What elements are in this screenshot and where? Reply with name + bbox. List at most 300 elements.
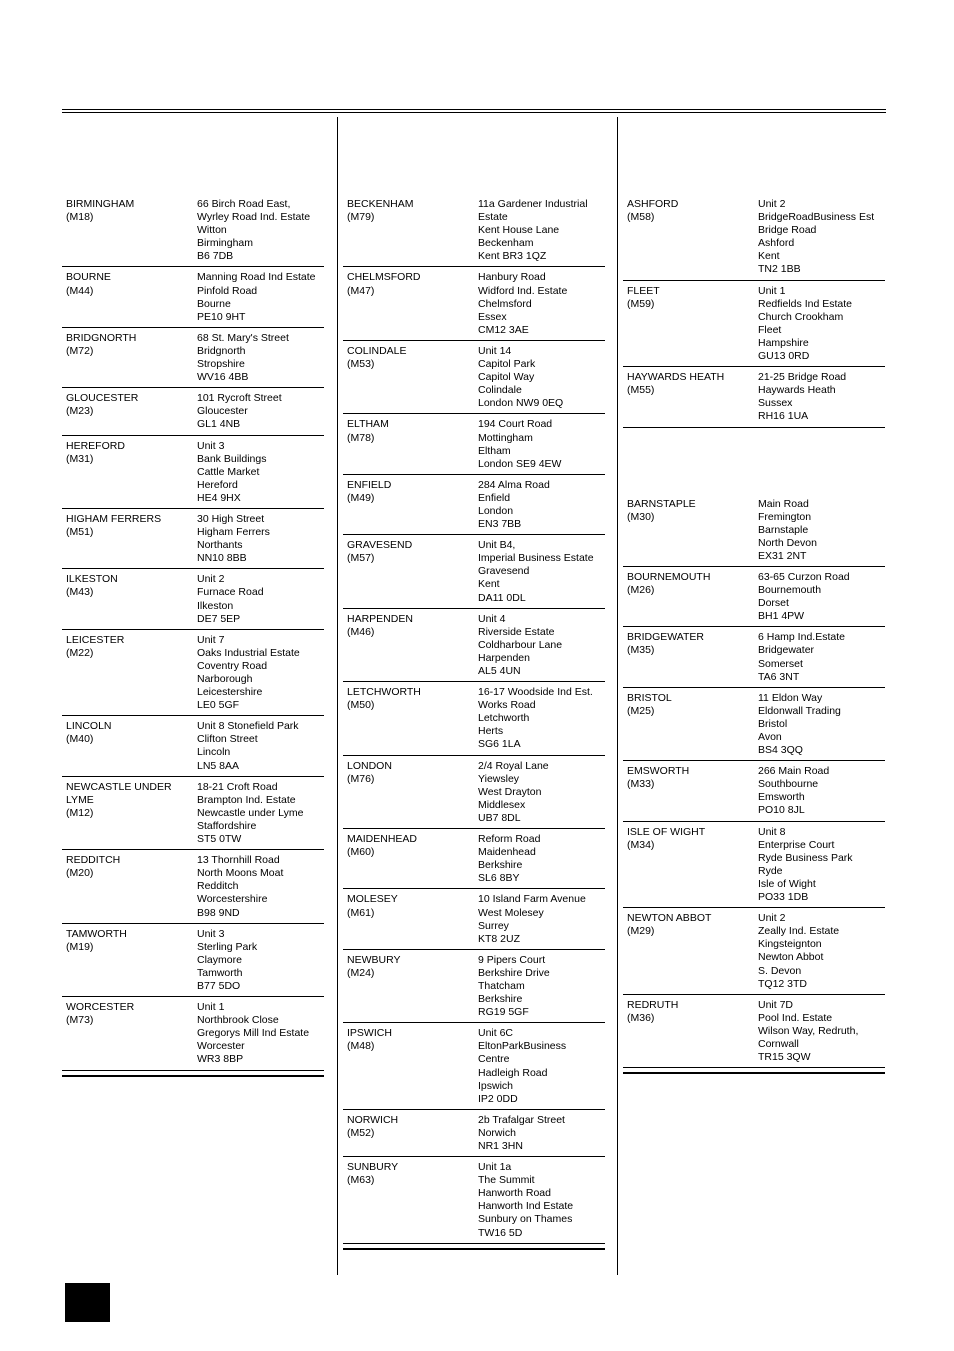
address-line: 11a Gardener Industrial	[478, 198, 588, 210]
address-line: Bridge Road	[758, 224, 817, 237]
branch-name	[66, 1000, 197, 1066]
branch-code: (M61)	[347, 906, 375, 919]
address-line: 6 Hamp Ind.Estate	[758, 631, 845, 644]
address-line: BridgeRoadBusiness Est	[758, 211, 875, 224]
branch-code: (M46)	[347, 625, 375, 638]
branch-entry	[623, 569, 885, 627]
branch-entry	[343, 416, 605, 474]
branch-address	[758, 284, 885, 364]
branch-address	[758, 764, 885, 817]
branch-address	[197, 633, 324, 713]
address-line: Claymore	[197, 953, 242, 966]
address-line: Estate	[478, 211, 508, 224]
address-line: Surrey	[478, 919, 509, 932]
branch-address	[478, 344, 605, 410]
branch-code: (M31)	[66, 452, 94, 465]
branch-town: BOURNEMOUTH	[627, 570, 711, 583]
address-line: EltonParkBusiness	[478, 1040, 567, 1053]
address-line: Sterling Park	[197, 940, 258, 953]
address-line: Unit 1	[758, 284, 786, 297]
branch-name	[347, 344, 478, 410]
branch-entry	[62, 718, 324, 776]
branch-address	[478, 612, 605, 678]
address-line: Wilson Way, Redruth,	[758, 1024, 859, 1037]
address-line: Northbrook Close	[197, 1014, 279, 1027]
branch-entry	[62, 926, 324, 997]
address-line: 101 Rycroft Street	[197, 392, 282, 405]
address-line: Pinfold Road	[197, 284, 258, 297]
address-line: Stropshire	[197, 358, 245, 371]
address-line: Hereford	[197, 478, 238, 491]
address-line: Enfield	[478, 491, 511, 504]
address-line: B98 9ND	[197, 906, 240, 919]
address-line: Capitol Park	[478, 358, 536, 371]
address-line: Isle of Wight	[758, 877, 816, 890]
branch-address	[478, 478, 605, 531]
branch-column-1	[62, 196, 324, 1077]
branch-town: HIGHAM FERRERS	[66, 512, 162, 525]
address-line: Middlesex	[478, 798, 526, 811]
address-line: Cattle Market	[197, 465, 260, 478]
branch-name	[347, 1026, 478, 1106]
address-line: Church Crookham	[758, 310, 844, 323]
branch-code: (M59)	[627, 297, 655, 310]
address-line: Kent BR3 1QZ	[478, 250, 547, 263]
address-line: Haywards Heath	[758, 384, 836, 397]
address-line: Hadleigh Road	[478, 1066, 548, 1079]
address-line: Hanworth Road	[478, 1187, 551, 1200]
branch-name	[627, 998, 758, 1064]
address-line: Fleet	[758, 323, 782, 336]
branch-entry	[343, 269, 605, 340]
branch-name	[66, 512, 197, 565]
address-line: PE10 9HT	[197, 310, 246, 323]
branch-code: (M53)	[347, 358, 375, 371]
branch-address	[478, 892, 605, 945]
branch-town: BRISTOL	[627, 691, 672, 704]
branch-address	[197, 197, 324, 263]
address-line: Sunbury on Thames	[478, 1213, 573, 1226]
address-line: Emsworth	[758, 791, 805, 804]
address-line: Beckenham	[478, 237, 534, 250]
address-line: Furnace Road	[197, 586, 264, 599]
branch-code: (M47)	[347, 284, 375, 297]
branch-town: NEWTON ABBOT	[627, 912, 712, 925]
address-line: Gravesend	[478, 565, 530, 578]
address-line: Redfields Ind Estate	[758, 297, 852, 310]
header-rule-inner	[62, 112, 886, 113]
branch-town: SUNBURY	[347, 1161, 399, 1174]
address-line: London NW9 0EQ	[478, 397, 564, 410]
branch-code: (M72)	[66, 344, 94, 357]
branch-entry	[343, 1159, 605, 1243]
address-line: Hanbury Road	[478, 271, 546, 284]
address-line: 2/4 Royal Lane	[478, 759, 549, 772]
branch-address	[478, 1026, 605, 1106]
header-rule	[62, 109, 886, 110]
branch-entry	[343, 611, 605, 682]
branch-town: BIRMINGHAM	[66, 198, 135, 210]
address-line: UB7 8DL	[478, 811, 521, 824]
address-line: Berkshire	[478, 859, 523, 872]
branch-address	[758, 911, 885, 991]
address-line: LE0 5GF	[197, 699, 240, 712]
branch-address	[478, 1113, 605, 1153]
address-line: IP2 0DD	[478, 1092, 518, 1105]
address-line: 2b Trafalgar Street	[478, 1113, 565, 1126]
branch-address	[478, 538, 605, 604]
branch-address	[758, 370, 885, 423]
branch-town: LINCOLN	[66, 720, 112, 733]
branch-address	[478, 953, 605, 1019]
address-line: GU13 0RD	[758, 350, 810, 363]
address-line: Pool Ind. Estate	[758, 1011, 833, 1024]
address-line: Imperial Business Estate	[478, 552, 594, 565]
address-line: Sussex	[758, 397, 793, 410]
address-line: Cornwall	[758, 1037, 799, 1050]
branch-name	[627, 497, 758, 563]
branch-code: (M58)	[627, 211, 655, 224]
address-line: PO33 1DB	[758, 891, 809, 904]
address-line: Herts	[478, 725, 504, 738]
branch-entry	[343, 343, 605, 414]
branch-entry	[62, 999, 324, 1069]
branch-address	[758, 691, 885, 757]
address-line: 13 Thornhill Road	[197, 854, 280, 867]
address-line: Letchworth	[478, 712, 530, 725]
address-line: S. Devon	[758, 964, 802, 977]
branch-code: (M23)	[66, 405, 94, 418]
address-line: Unit 1a	[478, 1161, 512, 1174]
branch-town: BOURNE	[66, 271, 111, 284]
address-line: Unit 2	[758, 912, 786, 925]
branch-code: (M25)	[627, 704, 655, 717]
branch-name	[66, 439, 197, 505]
branch-town: GLOUCESTER	[66, 392, 139, 405]
branch-code: (M12)	[66, 806, 94, 819]
address-line: Eltham	[478, 444, 511, 457]
address-line: Unit B4,	[478, 539, 516, 552]
branch-town: HARPENDEN	[347, 612, 413, 625]
branch-code: (M33)	[627, 778, 655, 791]
branch-town: FLEET	[627, 284, 660, 297]
address-line: TA6 3NT	[758, 670, 800, 683]
branch-town: NORWICH	[347, 1113, 399, 1126]
address-line: Unit 2	[758, 198, 786, 210]
branch-entry	[623, 283, 885, 368]
address-line: Unit 2	[197, 573, 225, 586]
address-line: Yiewsley	[478, 772, 520, 785]
branch-code: (M36)	[627, 1011, 655, 1024]
address-line: Dorset	[758, 597, 789, 610]
branch-code: (M52)	[347, 1126, 375, 1139]
branch-name	[66, 633, 197, 713]
branch-entry	[623, 997, 885, 1067]
address-line: TN2 1BB	[758, 263, 801, 276]
address-line: 16-17 Woodside Ind Est.	[478, 686, 593, 699]
address-line: Unit 8	[758, 825, 786, 838]
branch-name	[627, 370, 758, 423]
branch-address	[197, 439, 324, 505]
branch-address	[758, 497, 885, 563]
branch-entry	[343, 758, 605, 829]
branch-name	[347, 417, 478, 470]
address-line: 284 Alma Road	[478, 478, 550, 491]
branch-name	[66, 391, 197, 431]
branch-address	[197, 1000, 324, 1066]
address-line: RH16 1UA	[758, 410, 809, 423]
branch-town: NEWCASTLE UNDER	[66, 780, 172, 793]
branch-town: CHELMSFORD	[347, 271, 421, 284]
branch-code: (M18)	[66, 211, 94, 224]
address-line: Leicestershire	[197, 686, 263, 699]
branch-entry	[62, 196, 324, 267]
branch-code: (M43)	[66, 586, 94, 599]
branch-code: (M50)	[347, 699, 375, 712]
address-line: Gregorys Mill Ind Estate	[197, 1027, 310, 1040]
address-line: DE7 5EP	[197, 612, 241, 625]
branch-town: EMSWORTH	[627, 765, 690, 778]
address-line: HE4 9HX	[197, 491, 241, 504]
address-line: 21-25 Bridge Road	[758, 371, 847, 384]
address-line: Southbourne	[758, 778, 819, 791]
branch-name	[627, 284, 758, 364]
address-line: Bristol	[758, 717, 788, 730]
branch-address	[478, 197, 605, 263]
address-line: London SE9 4EW	[478, 457, 562, 470]
branch-code: (M57)	[347, 552, 375, 565]
address-line: EX31 2NT	[758, 549, 807, 562]
address-line: Kent	[478, 578, 500, 591]
branch-town: ILKESTON	[66, 573, 118, 586]
branch-address	[758, 570, 885, 623]
branch-town: IPSWICH	[347, 1027, 392, 1040]
address-line: Capitol Way	[478, 371, 535, 384]
address-line: Thatcham	[478, 979, 525, 992]
address-line: B6 7DB	[197, 250, 234, 263]
branch-entry	[343, 196, 605, 267]
address-line: GL1 4NB	[197, 418, 241, 431]
branch-code: (M48)	[347, 1040, 375, 1053]
branch-town: ISLE OF WIGHT	[627, 825, 706, 838]
branch-name	[347, 832, 478, 885]
branch-town: COLINDALE	[347, 344, 407, 357]
branch-address	[758, 630, 885, 683]
address-line: Manning Road Ind Estate	[197, 271, 316, 284]
column-end-rule	[62, 1070, 324, 1077]
branch-name	[627, 197, 758, 277]
address-line: Coldharbour Lane	[478, 638, 563, 651]
branch-name	[66, 780, 197, 846]
address-line: TQ12 3TD	[758, 977, 808, 990]
branch-address	[197, 719, 324, 772]
address-line: Maidenhead	[478, 846, 536, 859]
branch-address	[197, 391, 324, 431]
address-line: ST5 0TW	[197, 833, 242, 846]
address-line: BH1 4PW	[758, 610, 805, 623]
branch-code: (M76)	[347, 772, 375, 785]
branch-entry	[623, 369, 885, 427]
branch-town: GRAVESEND	[347, 539, 413, 552]
branch-entry	[62, 571, 324, 629]
branch-address	[758, 998, 885, 1064]
branch-address	[197, 331, 324, 384]
branch-address	[478, 685, 605, 751]
address-line: Ryde Business Park	[758, 851, 853, 864]
address-line: Hanworth Ind Estate	[478, 1200, 574, 1213]
branch-town: MOLESEY	[347, 893, 398, 906]
branch-town: REDDITCH	[66, 854, 121, 867]
branch-address	[478, 759, 605, 825]
branch-code: (M63)	[347, 1174, 375, 1187]
address-line: Norwich	[478, 1126, 516, 1139]
branch-town: WORCESTER	[66, 1001, 135, 1014]
address-line: Unit 6C	[478, 1027, 514, 1040]
address-line: Main Road	[758, 497, 809, 510]
branch-code: (M30)	[627, 510, 655, 523]
address-line: TW16 5D	[478, 1226, 523, 1239]
branch-code: (M49)	[347, 491, 375, 504]
address-line: Higham Ferrers	[197, 526, 270, 539]
address-line: Witton	[197, 224, 227, 237]
address-line: Works Road	[478, 699, 536, 712]
branch-town: LETCHWORTH	[347, 686, 421, 699]
branch-name	[347, 953, 478, 1019]
address-line: 194 Court Road	[478, 418, 553, 431]
address-line: Kent	[758, 250, 780, 263]
address-line: 10 Island Farm Avenue	[478, 893, 586, 906]
branch-entry	[343, 1025, 605, 1110]
branch-address	[197, 853, 324, 919]
branch-entry	[62, 511, 324, 569]
address-line: 9 Pipers Court	[478, 953, 546, 966]
address-line: B77 5DO	[197, 979, 241, 992]
branch-town: TAMWORTH	[66, 927, 127, 940]
branch-town: BRIDGNORTH	[66, 331, 137, 344]
branch-entry	[343, 477, 605, 535]
address-line: Fremington	[758, 510, 812, 523]
branch-entry	[623, 496, 885, 567]
address-line: Eldonwall Trading	[758, 704, 841, 717]
address-line: 66 Birch Road East,	[197, 198, 291, 210]
branch-address	[197, 927, 324, 993]
address-line: 30 High Street	[197, 512, 265, 525]
branch-address	[758, 197, 885, 277]
branch-entry	[623, 629, 885, 687]
branch-code: (M19)	[66, 940, 94, 953]
page-number-box	[65, 1283, 110, 1322]
branch-name	[627, 630, 758, 683]
address-line: 18-21 Croft Road	[197, 780, 278, 793]
address-line: DA11 0DL	[478, 591, 526, 604]
address-line: Harpenden	[478, 651, 530, 664]
address-line: Unit 3	[197, 927, 225, 940]
branch-entry	[623, 196, 885, 281]
branch-code: (M79)	[347, 211, 375, 224]
address-line: Bournemouth	[758, 584, 822, 597]
branch-entry	[623, 763, 885, 821]
branch-code: (M20)	[66, 867, 94, 880]
address-line: CM12 3AE	[478, 323, 529, 336]
branch-name	[627, 570, 758, 623]
address-line: TR15 3QW	[758, 1051, 811, 1064]
address-line: Wyrley Road Ind. Estate	[197, 211, 311, 224]
branch-entry	[623, 824, 885, 909]
address-line: Colindale	[478, 384, 522, 397]
address-line: EN3 7BB	[478, 518, 522, 531]
branch-entry	[62, 852, 324, 923]
address-line: Chelmsford	[478, 297, 532, 310]
address-line: Essex	[478, 310, 507, 323]
branch-name	[347, 197, 478, 263]
branch-town: REDRUTH	[627, 998, 679, 1011]
address-line: Bridgnorth	[197, 344, 246, 357]
branch-column-3	[623, 196, 885, 1074]
address-line: Oaks Industrial Estate	[197, 646, 300, 659]
branch-town: ELTHAM	[347, 418, 389, 431]
branch-entry	[343, 952, 605, 1023]
address-line: Narborough	[197, 673, 253, 685]
address-line: Widford Ind. Estate	[478, 284, 568, 297]
address-line: RG19 5GF	[478, 1006, 529, 1019]
address-line: Gloucester	[197, 405, 248, 418]
branch-code: (M78)	[347, 431, 375, 444]
address-line: Avon	[758, 731, 782, 743]
address-line: SG6 1LA	[478, 738, 521, 751]
address-line: Enterprise Court	[758, 838, 835, 851]
branch-name	[66, 719, 197, 772]
branch-address	[478, 270, 605, 336]
address-line: 68 St. Mary's Street	[197, 331, 289, 344]
branch-name	[66, 853, 197, 919]
address-line: Unit 3	[197, 439, 225, 452]
branch-code: (M51)	[66, 526, 94, 539]
branch-address	[197, 572, 324, 625]
address-line: West Drayton	[478, 785, 542, 798]
branch-name	[627, 911, 758, 991]
branch-entry	[62, 438, 324, 509]
branch-address	[478, 1160, 605, 1240]
address-line: LN5 8AA	[197, 759, 240, 772]
address-line: Unit 1	[197, 1001, 225, 1014]
branch-name	[66, 572, 197, 625]
branch-entry	[343, 1112, 605, 1157]
address-line: Staffordshire	[197, 819, 257, 832]
branch-entry	[62, 632, 324, 717]
address-line: Unit 7	[197, 633, 225, 646]
branch-address	[478, 417, 605, 470]
branch-code: (M55)	[627, 384, 655, 397]
branch-code: (M40)	[66, 733, 94, 746]
branch-town: HAYWARDS HEATH	[627, 371, 725, 384]
address-line: Birmingham	[197, 237, 254, 250]
branch-code: (M73)	[66, 1014, 94, 1027]
branch-code: (M34)	[627, 838, 655, 851]
address-line: Berkshire	[478, 993, 523, 1006]
branch-entry	[623, 910, 885, 995]
address-line: North Devon	[758, 536, 817, 549]
address-line: Riverside Estate	[478, 625, 555, 638]
address-line: Coventry Road	[197, 659, 268, 672]
address-line: Newton Abbot	[758, 951, 824, 964]
address-line: Ilkeston	[197, 599, 234, 612]
branch-address	[197, 270, 324, 323]
address-line: Bourne	[197, 297, 231, 310]
branch-code: (M26)	[627, 584, 655, 597]
address-line: North Moons Moat	[197, 867, 284, 880]
address-line: SL6 8BY	[478, 872, 520, 885]
address-line: Redditch	[197, 880, 239, 893]
